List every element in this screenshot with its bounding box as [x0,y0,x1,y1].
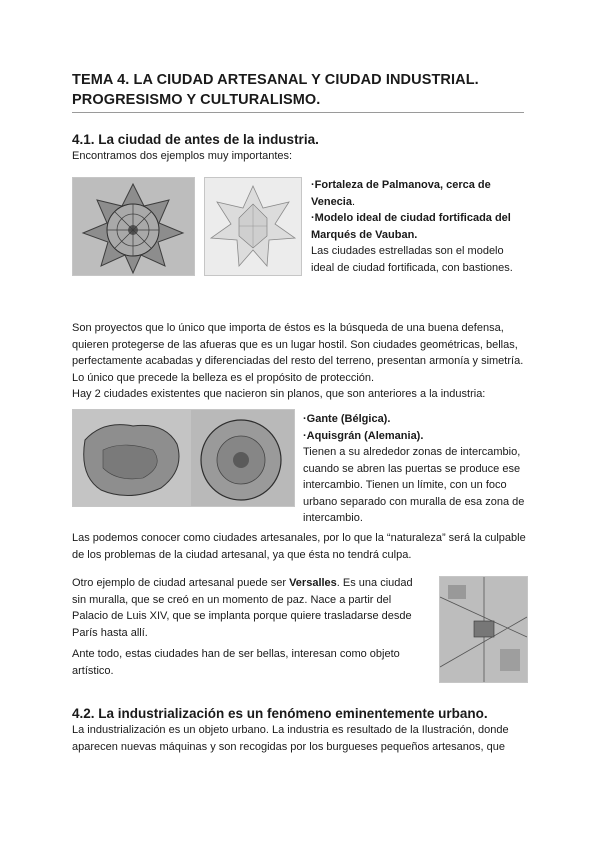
page-title [72,70,532,110]
paragraph-versalles: Otro ejemplo de ciudad artesanal puede ser Versalles. Es una ciudad sin muralla, que se creó en un momento de paz. Nace a partir del Palacio de Luis XIV, que se implanta porque quiere trasladarse desde París hasta allí. [72,577,413,639]
versalles-bold: Versalles [289,577,337,589]
caption-text-2: Tienen a su alrededor zonas de intercambio, cuando se abren las puertas se produce ese intercambio. Tienen un límite, con un foco urbano separado con muralla de esa zona de intercambio. [303,446,525,524]
caption-bullet-aquisgran: ·Aquisgrán (Alemania). [303,429,424,442]
gante-aquisgran-maps-image [72,409,295,507]
title-divider [72,112,524,113]
paragraph-defense: Son proyectos que lo único que importa de éstos es la búsqueda de una buena defensa, quieren protegerse de las afueras que es un lugar hostil. Son ciudades geométricas, bellas, perfectamente acabadas y diferenciadas del resto del terreno, presentan armonía y simetría. Lo único que precede la belleza es el propósito de protección. [72,322,524,384]
section-heading-4-1: 4.1. La ciudad de antes de la industria. [72,132,319,147]
paragraph-industrialization: La industrialización es un objeto urbano. La industria es resultado de la Ilustración, donde aparecen nuevas máquinas y son recogidas por los burgueses pequeños artesanos, que [72,724,509,753]
caption-bullet-vauban: ·Modelo ideal de ciudad fortificada del Marqués de Vauban. [311,212,511,241]
section-intro: Encontramos dos ejemplos muy importantes: [72,150,293,162]
paragraph-existing-cities: Hay 2 ciudades existentes que nacieron sin planos, que son anteriores a la industria: [72,388,486,400]
title-line-2: PROGRESISMO Y CULTURALISMO. [72,92,321,108]
caption-bullet-gante: ·Gante (Bélgica). [303,413,391,425]
title-line-1: TEMA 4. LA CIUDAD ARTESANAL Y CIUDAD INDUSTRIAL. [72,72,479,88]
paragraph-beauty: Ante todo, estas ciudades han de ser bellas, interesan como objeto artístico. [72,648,400,677]
gante-aquisgran-caption [303,411,525,527]
vauban-ideal-city-image [204,177,302,276]
caption-bullet-palmanova: ·Fortaleza de Palmanova, cerca de Venecia. [311,179,491,208]
palmanova-map-image [72,177,195,276]
versalles-plan-image [439,576,528,683]
section-heading-4-2: 4.2. La industrialización es un fenómeno eminentemente urbano. [72,706,488,721]
fortified-cities-caption [311,177,523,276]
paragraph-artisan-cities: Las podemos conocer como ciudades artesanales, por lo que la “naturaleza” será la culpable de los problemas de la ciudad artesanal, ya que ésta no tendrá culpa. [72,532,526,561]
caption-text: Las ciudades estrelladas son el modelo ideal de ciudad fortificada, con bastiones. [311,245,513,274]
